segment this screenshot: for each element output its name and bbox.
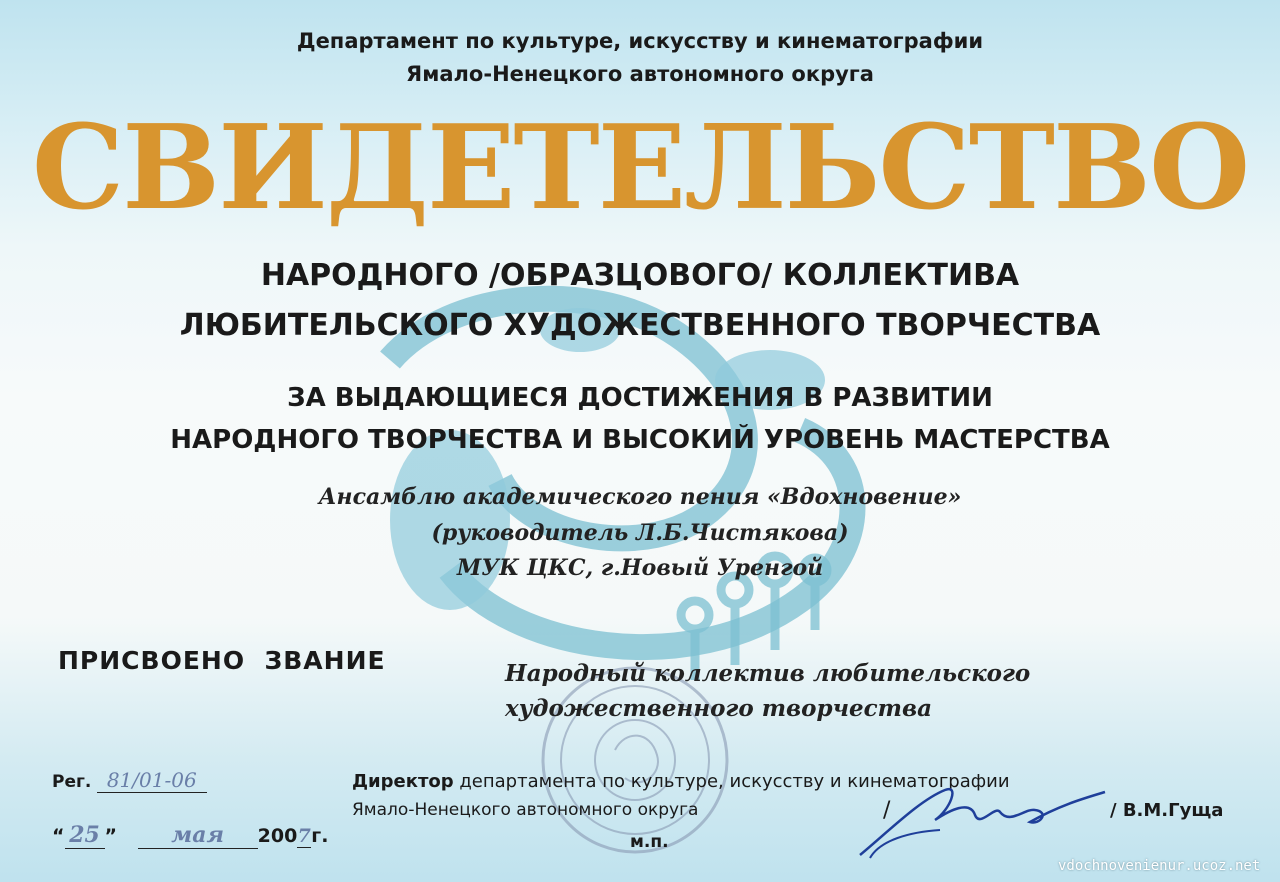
registration-label: Рег. (52, 772, 92, 792)
department-line-2: Ямало-Ненецкого автономного округа (406, 62, 874, 86)
awarded-title-line-1: Народный коллектив любительского (505, 660, 1031, 687)
reason-line-1: ЗА ВЫДАЮЩИЕСЯ ДОСТИЖЕНИЯ В РАЗВИТИИ (287, 383, 993, 413)
date-year-suffix: г. (311, 825, 329, 847)
certificate-title: СВИДЕТЕЛЬСТВО (31, 100, 1249, 236)
date-month: мая (138, 822, 258, 849)
subtitle-line-1: НАРОДНОГО /ОБРАЗЦОВОГО/ КОЛЛЕКТИВА (260, 258, 1020, 293)
registration-number: 81/01-06 (97, 768, 207, 793)
seal-place-label: м.п. (630, 832, 669, 852)
signatory-line-2: Ямало-Ненецкого автономного округа (352, 800, 699, 820)
date-year-prefix: 200 (257, 825, 298, 847)
signatory-title: Директор (352, 771, 454, 792)
date-open-quote: “ (52, 825, 65, 847)
issue-date (52, 822, 328, 849)
department-line-1: Департамент по культуре, искусству и кинематографии (296, 29, 984, 53)
recipient-line-1: Ансамблю академического пения «Вдохновение» (318, 484, 962, 510)
awarded-label: ПРИСВОЕНО ЗВАНИЕ (58, 646, 386, 675)
date-year-digit: 7 (297, 825, 311, 847)
reason-line-2: НАРОДНОГО ТВОРЧЕСТВА И ВЫСОКИЙ УРОВЕНЬ МАСТЕРСТВА (170, 425, 1110, 455)
signatory-name: / В.М.Гуща (1110, 800, 1224, 821)
date-day: 25 (65, 822, 105, 849)
date-close-quote: ” (104, 825, 117, 847)
site-watermark: vdochnovenienur.ucoz.net (1058, 858, 1261, 874)
registration (52, 768, 207, 793)
subtitle-line-2: ЛЮБИТЕЛЬСКОГО ХУДОЖЕСТВЕННОГО ТВОРЧЕСТВА (179, 308, 1101, 343)
awarded-title-line-2: художественного творчества (505, 695, 932, 722)
signature-slash: / (883, 798, 891, 823)
signatory-department: департамента по культуре, искусству и кинематографии (453, 771, 1010, 792)
signature-mark (850, 770, 1110, 870)
recipient-line-2: (руководитель Л.Б.Чистякова) (431, 520, 849, 546)
recipient-line-3: МУК ЦКС, г.Новый Уренгой (456, 555, 824, 581)
